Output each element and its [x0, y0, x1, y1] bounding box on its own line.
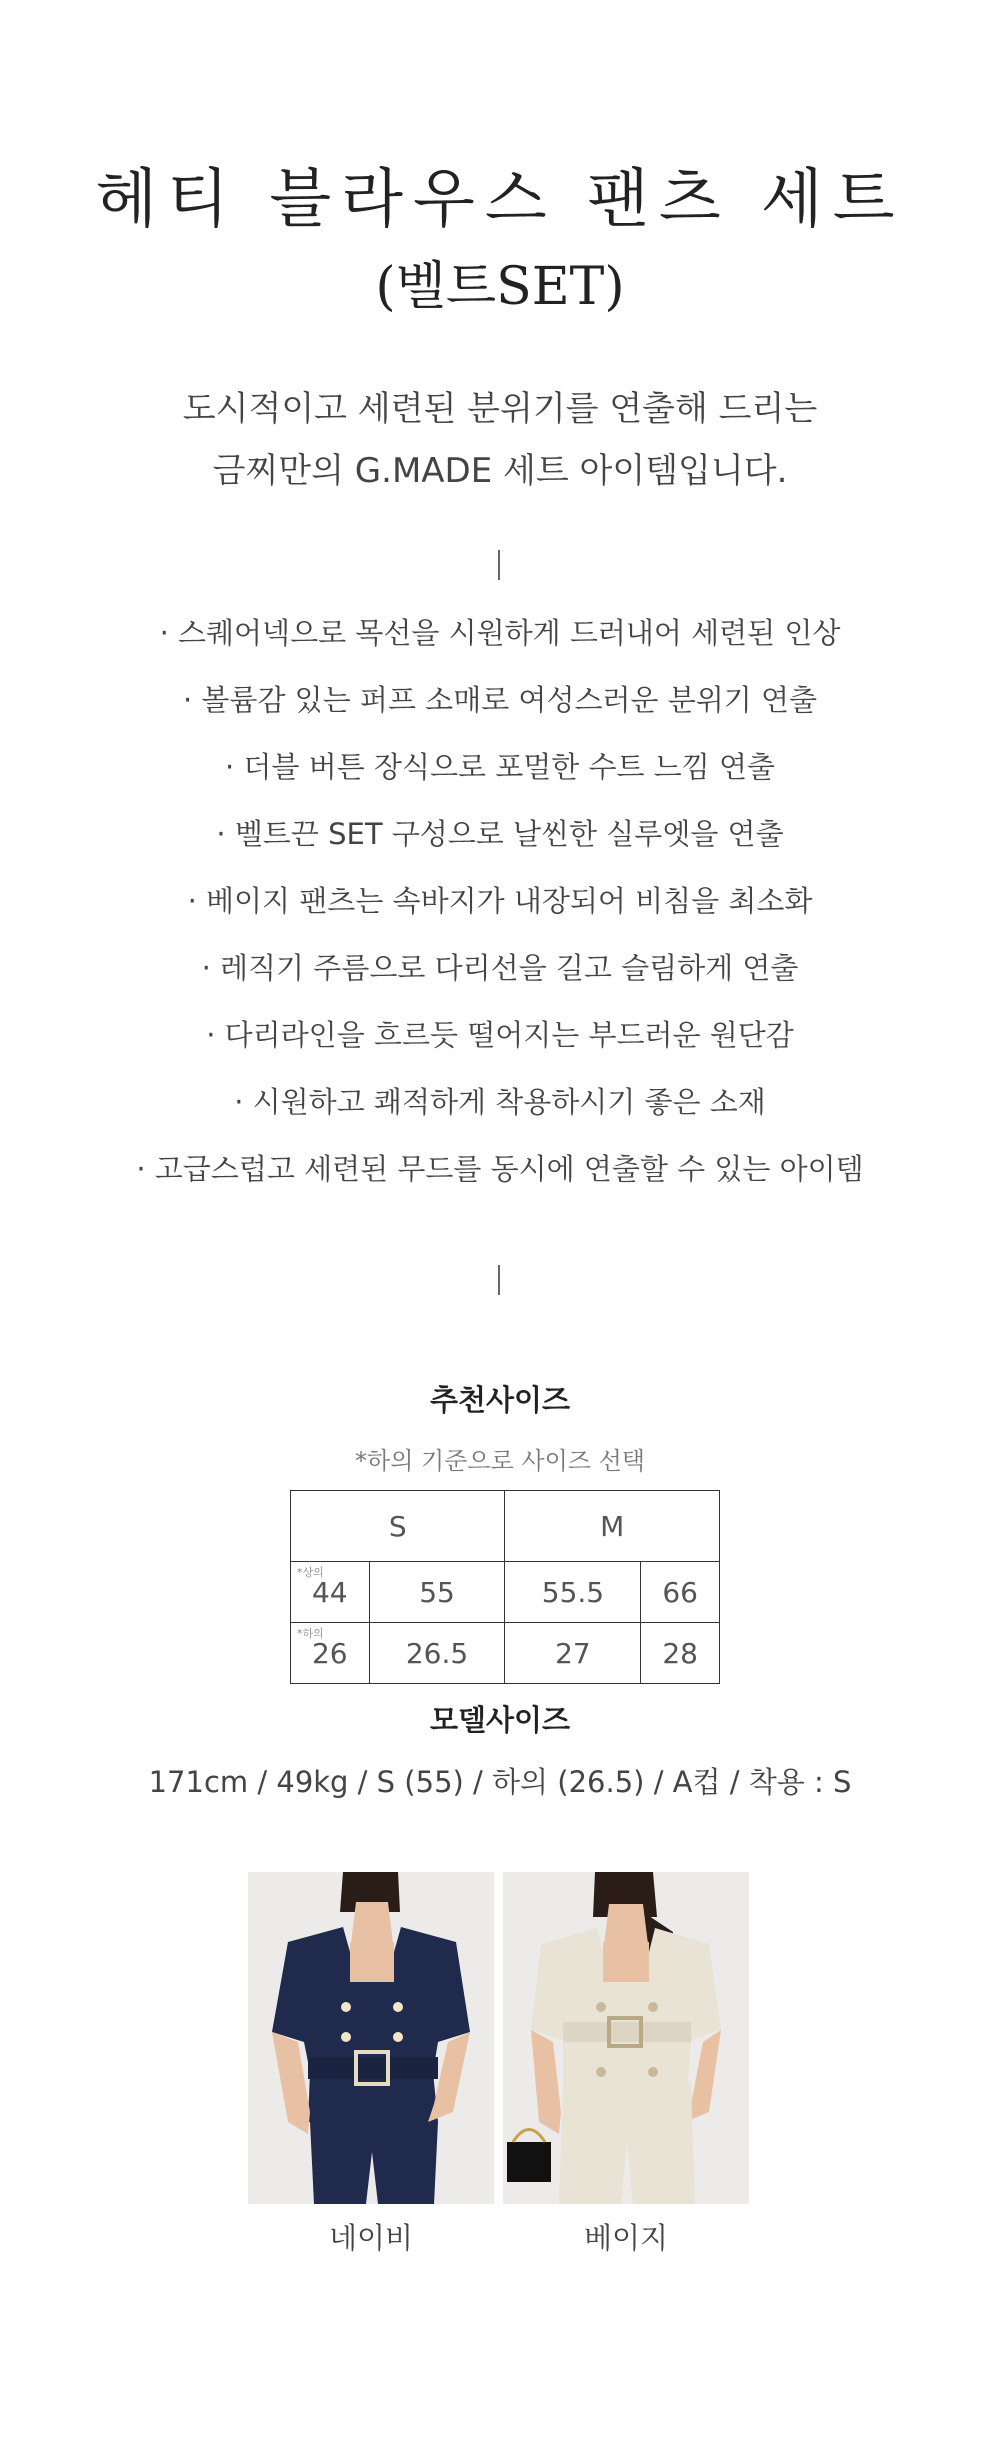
- model-size-info: 171cm / 49kg / S (55) / 하의 (26.5) / A컵 / 착용 : S: [148, 1765, 852, 1799]
- navy-product-photo[interactable]: [248, 1872, 494, 2204]
- divider-line: [498, 550, 500, 580]
- table-row: [291, 1562, 720, 1623]
- intro-text: [0, 378, 1000, 502]
- feature-item: · 시원하고 쾌적하게 착용하시기 좋은 소재: [234, 1085, 766, 1119]
- feature-item: · 다리라인을 흐르듯 떨어지는 부드러운 원단감: [206, 1018, 794, 1052]
- navy-photo-illustration: [248, 1872, 494, 2204]
- feature-item: · 볼륨감 있는 퍼프 소매로 여성스러운 분위기 연출: [182, 683, 818, 717]
- model-size-title: 모델사이즈: [429, 1703, 571, 1737]
- product-title: 헤티 블라우스 팬츠 세트: [95, 163, 905, 237]
- size-table-header-row: [291, 1491, 720, 1562]
- size-table: [290, 1490, 720, 1684]
- bottom-label: *하의: [297, 1627, 324, 1640]
- divider-line: [498, 1265, 500, 1295]
- feature-item: · 벨트끈 SET 구성으로 날씬한 실루엣을 연출: [216, 817, 784, 851]
- intro-line-1: 도시적이고 세련된 분위기를 연출해 드리는: [182, 389, 818, 429]
- feature-item: · 베이지 팬츠는 속바지가 내장되어 비침을 최소화: [187, 884, 813, 918]
- cell-value: 26: [311, 1636, 348, 1670]
- product-subtitle: (벨트SET): [375, 257, 625, 317]
- table-cell: 55.5: [505, 1562, 641, 1623]
- intro-line-2: 금찌만의 G.MADE 세트 아이템입니다.: [212, 451, 788, 491]
- table-row: [291, 1623, 720, 1684]
- table-cell: [291, 1623, 370, 1684]
- cell-value: 44: [311, 1575, 348, 1609]
- size-s-header: S: [291, 1491, 505, 1562]
- beige-caption: 베이지: [583, 2221, 669, 2255]
- feature-item: · 고급스럽고 세련된 무드를 동시에 연출할 수 있는 아이템: [136, 1152, 864, 1186]
- navy-caption: 네이비: [328, 2221, 414, 2255]
- feature-list: [0, 600, 1000, 1203]
- table-cell: 26.5: [369, 1623, 505, 1684]
- table-cell: 55: [369, 1562, 505, 1623]
- feature-item: · 레직기 주름으로 다리선을 길고 슬림하게 연출: [201, 951, 799, 985]
- table-cell: 27: [505, 1623, 641, 1684]
- table-cell: 28: [641, 1623, 720, 1684]
- recommend-size-title: 추천사이즈: [429, 1383, 571, 1417]
- beige-product-photo[interactable]: [503, 1872, 749, 2204]
- size-m-header: M: [505, 1491, 720, 1562]
- feature-item: · 더블 버튼 장식으로 포멀한 수트 느낌 연출: [225, 750, 775, 784]
- size-note: *하의 기준으로 사이즈 선택: [355, 1447, 645, 1475]
- table-cell: [291, 1562, 370, 1623]
- table-cell: 66: [641, 1562, 720, 1623]
- beige-photo-illustration: [503, 1872, 749, 2204]
- feature-item: · 스퀘어넥으로 목선을 시원하게 드러내어 세련된 인상: [159, 616, 841, 650]
- top-label: *상의: [297, 1566, 324, 1579]
